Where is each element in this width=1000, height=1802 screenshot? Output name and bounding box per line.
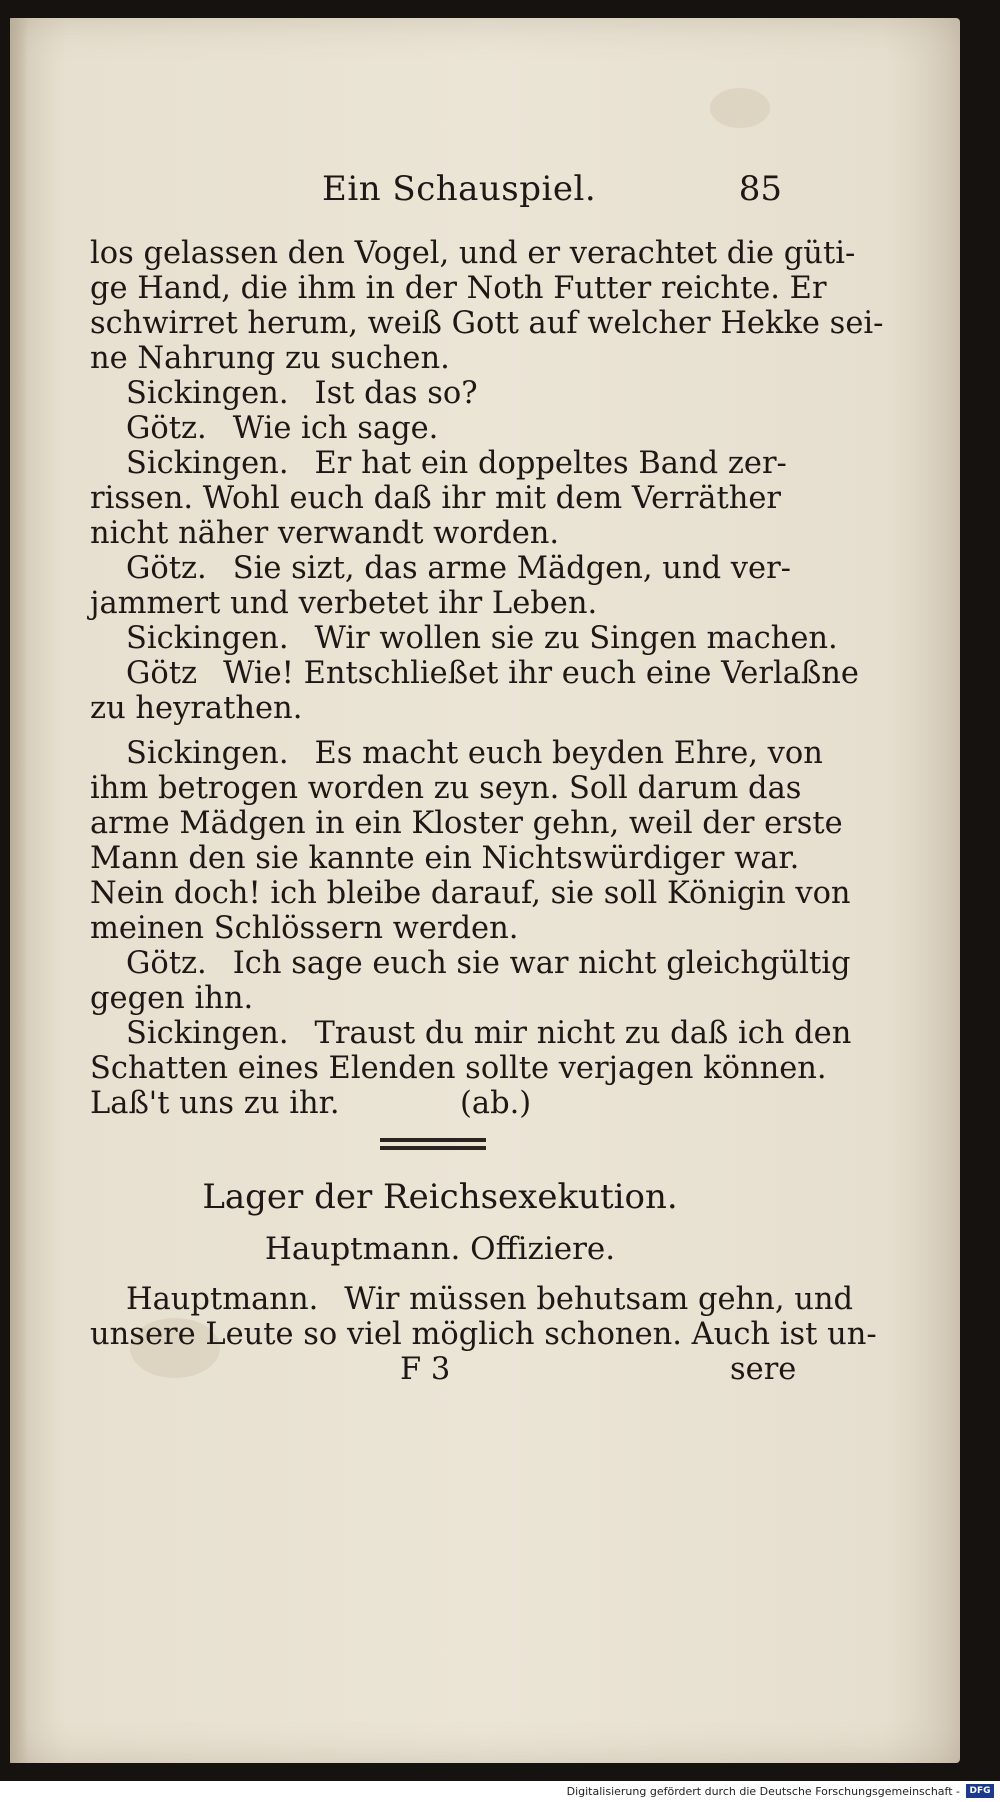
page-gutter-shadow: [10, 18, 28, 1763]
speech-text: unsere Leute so viel möglich schonen. Auch ist un-: [90, 1317, 877, 1352]
dialogue-line: [90, 374, 478, 413]
paper-stain: [710, 88, 770, 128]
speech-text: jammert und verbetet ihr Leben.: [90, 586, 598, 621]
speech-text: Wie ich sage.: [232, 411, 439, 446]
speaker-name: Götz.: [126, 411, 207, 446]
speech-text: nicht näher verwandt worden.: [90, 516, 560, 551]
speech-text: Wie! Entschließet ihr euch eine Verlaßne: [223, 656, 859, 691]
speech-text: Traust du mir nicht zu daß ich den: [314, 1016, 852, 1051]
speech-text: Nein doch! ich bleibe darauf, sie soll Königin von: [90, 876, 851, 911]
speech-text: meinen Schlössern werden.: [90, 911, 519, 946]
stage-direction: (ab.): [460, 1086, 532, 1121]
speaker-name: Sickingen.: [126, 1016, 289, 1051]
speaker-name: Sickingen.: [126, 376, 289, 411]
running-head: [90, 170, 790, 216]
text-line: ge Hand, die ihm in der Noth Futter reichte. Er: [90, 271, 827, 306]
running-head-title: Ein Schauspiel.: [322, 169, 597, 209]
dialogue-line: [90, 549, 791, 588]
dialogue-line: [90, 409, 438, 448]
speech-text: Ist das so?: [314, 376, 478, 411]
text-line: ne Nahrung zu suchen.: [90, 341, 450, 376]
text-line: schwirret herum, weiß Gott auf welcher Hekke sei-: [90, 306, 884, 341]
dialogue-line: [90, 734, 823, 773]
dialogue-line: [90, 619, 838, 658]
dialogue-line: [90, 1280, 853, 1319]
speech-text: zu heyrathen.: [90, 691, 303, 726]
speech-text: gegen ihn.: [90, 981, 254, 1016]
speaker-name: Sickingen.: [126, 736, 289, 771]
speech-text: Ich sage euch sie war nicht gleichgültig: [232, 946, 851, 981]
speaker-name: Sickingen.: [126, 446, 289, 481]
dialogue-line: [90, 944, 851, 983]
signature-mark: F 3: [400, 1352, 451, 1387]
speaker-name: Hauptmann.: [126, 1282, 319, 1317]
speech-text: arme Mädgen in ein Kloster gehn, weil der erste: [90, 806, 843, 841]
dialogue-line: [90, 444, 787, 483]
text-line: los gelassen den Vogel, und er verachtet die güti-: [90, 236, 856, 271]
dialogue-line: [90, 1014, 851, 1053]
speech-text: rissen. Wohl euch daß ihr mit dem Verräther: [90, 481, 781, 516]
book-page: [10, 18, 960, 1763]
dfg-logo: DFG: [966, 1784, 994, 1798]
speech-text: Laß't uns zu ihr.: [90, 1086, 340, 1121]
section-rule: [380, 1146, 486, 1150]
speech-text: Mann den sie kannte ein Nichtswürdiger war.: [90, 841, 800, 876]
speaker-name: Götz.: [126, 551, 207, 586]
digitization-footer: [0, 1781, 1000, 1802]
footer-credit: Digitalisierung gefördert durch die Deutsche Forschungsgemeinschaft -: [566, 1785, 960, 1798]
speaker-name: Götz.: [126, 946, 207, 981]
speech-text: Wir wollen sie zu Singen machen.: [314, 621, 838, 656]
speech-text: Sie sizt, das arme Mädgen, und ver-: [232, 551, 791, 586]
scene-cast: Hauptmann. Offiziere.: [264, 1231, 616, 1267]
page-number: 85: [738, 169, 782, 209]
speech-text: Schatten eines Elenden sollte verjagen können.: [90, 1051, 827, 1086]
catchword: sere: [730, 1352, 797, 1387]
scene-heading: Lager der Reichsexekution.: [202, 1177, 678, 1217]
speaker-name: Götz: [126, 656, 198, 691]
speech-text: Es macht euch beyden Ehre, von: [314, 736, 823, 771]
speech-text: Er hat ein doppeltes Band zer-: [314, 446, 787, 481]
speech-text: ihm betrogen worden zu seyn. Soll darum das: [90, 771, 802, 806]
speaker-name: Sickingen.: [126, 621, 289, 656]
dialogue-line: [90, 654, 859, 693]
speech-text: Wir müssen behutsam gehn, und: [344, 1282, 854, 1317]
section-rule: [380, 1138, 486, 1142]
